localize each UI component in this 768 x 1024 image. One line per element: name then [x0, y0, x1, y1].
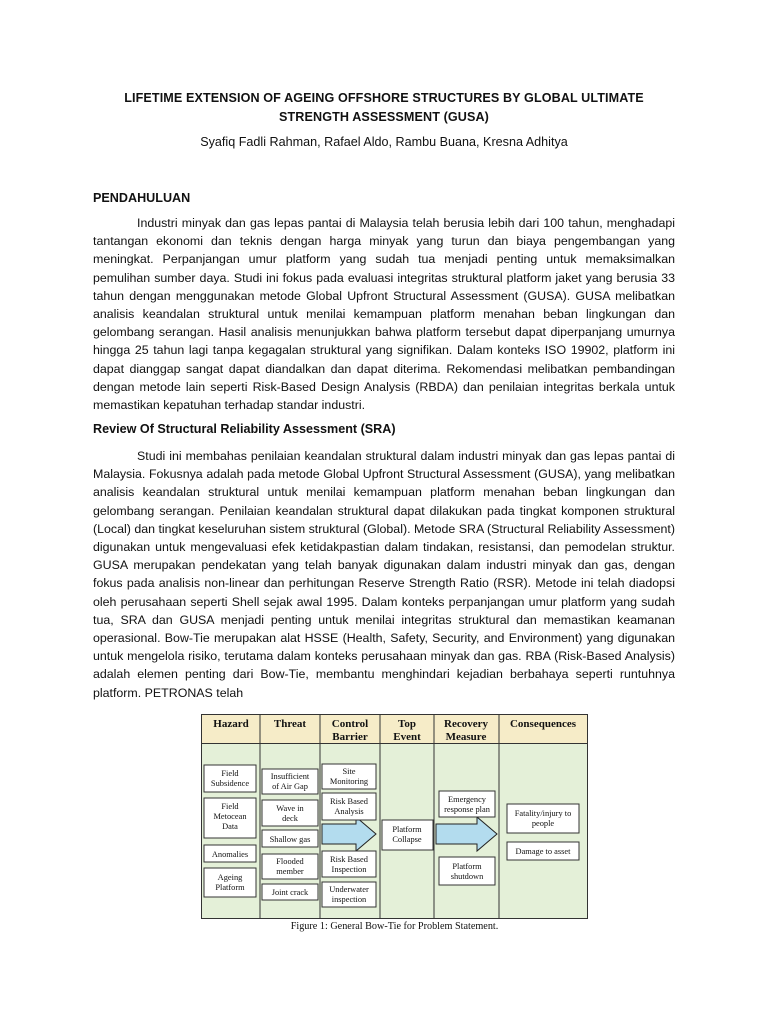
box-damage-to-asset-label: Damage to asset	[515, 847, 571, 856]
box-fatality-injury-line2: people	[531, 819, 555, 828]
box-risk-based-inspection-line2: Inspection	[331, 865, 367, 874]
box-ageing-platform-line2: Platform	[215, 883, 245, 892]
box-platform-shutdown-line2: shutdown	[450, 872, 484, 881]
author-list: Syafiq Fadli Rahman, Rafael Aldo, Rambu Buana, Kresna Adhitya	[200, 135, 568, 149]
box-anomalies-label: Anomalies	[211, 850, 249, 859]
box-platform-collapse-line1: Platform	[392, 825, 422, 834]
box-site-monitoring-line2: Monitoring	[329, 777, 369, 786]
box-flooded-member-line1: Flooded	[276, 857, 304, 866]
figure-caption: Figure 1: General Bow-Tie for Problem Statement.	[290, 921, 499, 932]
box-fatality-injury-line1: Fatality/injury to	[514, 809, 572, 818]
box-underwater-inspection-line2: inspection	[331, 895, 367, 904]
header-recovery-line1: Recovery	[444, 718, 488, 730]
header-threat: Threat	[273, 718, 307, 730]
box-field-metocean-line1: Field	[221, 802, 239, 811]
box-field-subsidence-line2: Subsidence	[210, 779, 250, 788]
box-field-metocean-line2: Metocean	[213, 812, 247, 821]
paragraph-sra-text: Studi ini membahas penilaian keandalan struktural dalam industri minyak dan gas lepas pantai di Malaysia. Fokusnya adalah pada metode Global Upfront Structural Assessment (GUSA), yang melibatkan analisis keandalan struktural untuk menilai kemampuan platform menahan beban lingkungan dan gelombang serangan. Penilaian keandalan struktural dapat dilakukan pada tingkat komponen struktural (Local) dan tingkat keseluruhan sistem struktural (Global). Metode SRA (Structural Reliability Assessment) digunakan untuk mengevaluasi efek ketidakpastian dalam tindakan, resistansi, dan pemodelan struktur. GUSA merupakan pendekatan yang telah banyak digunakan dalam industri minyak dan gas, dengan fokus pada analisis non-linear dan perhitungan Reserve Strength Ratio (RSR). Metode ini telah diadopsi oleh perusahaan seperti Shell sejak awal 1995. Dalam konteks perpanjangan umur platform yang sudah tua, SRA dan GUSA menjadi penting untuk menilai integritas struktural dan memastikan keamanan operasional. Bow-Tie merupakan alat HSSE (Health, Safety, Security, and Environment) yang digunakan untuk mengelola risiko, terutama dalam konteks perusahaan minyak dan gas. RBA (Risk-Based Analysis) adalah elemen penting dari Bow-Tie, membantu menghindari kejadian berbahaya seperti runtuhnya platform. PETRONAS telah	[93, 449, 675, 700]
paragraph-pendahuluan	[93, 214, 675, 414]
box-insufficient-air-gap-line2: of Air Gap	[272, 782, 308, 791]
box-flooded-member-line2: member	[276, 867, 304, 876]
box-emergency-response-plan-line1: Emergency	[448, 795, 486, 804]
box-risk-based-analysis-line2: Analysis	[334, 807, 364, 816]
header-recovery-line2: Measure	[445, 731, 487, 743]
paragraph-sra	[93, 447, 675, 702]
section-heading-pendahuluan: PENDAHULUAN	[93, 191, 191, 205]
header-consequences: Consequences	[509, 718, 577, 730]
box-shallow-gas-label: Shallow gas	[269, 835, 311, 844]
paper-title	[80, 89, 688, 127]
box-ageing-platform-line1: Ageing	[217, 873, 243, 882]
box-wave-in-deck-line1: Wave in	[276, 804, 304, 813]
box-platform-shutdown-line1: Platform	[452, 862, 482, 871]
header-control-line2: Barrier	[332, 731, 368, 743]
header-hazard: Hazard	[213, 718, 249, 730]
header-control-line1: Control	[331, 718, 369, 730]
box-field-metocean-line3: Data	[222, 822, 238, 831]
header-top-line2: Event	[393, 731, 421, 743]
box-field-subsidence-line1: Field	[221, 769, 239, 778]
box-emergency-response-plan-line2: response plan	[444, 805, 490, 814]
bow-tie-diagram	[201, 714, 588, 919]
box-wave-in-deck-line2: deck	[282, 814, 298, 823]
box-insufficient-air-gap-line1: Insufficient	[270, 772, 310, 781]
box-risk-based-analysis-line1: Risk Based	[330, 797, 368, 806]
box-platform-collapse-line2: Collapse	[392, 835, 422, 844]
title-line-1: LIFETIME EXTENSION OF AGEING OFFSHORE STRUCTURES BY GLOBAL ULTIMATE	[124, 91, 644, 105]
box-underwater-inspection-line1: Underwater	[329, 885, 369, 894]
bow-tie-figure	[201, 714, 588, 919]
box-site-monitoring-line1: Site	[342, 767, 356, 776]
title-line-2: STRENGTH ASSESSMENT (GUSA)	[279, 110, 489, 124]
box-joint-crack-label: Joint crack	[271, 888, 309, 897]
header-top-line1: Top	[398, 718, 416, 730]
section-heading-sra: Review Of Structural Reliability Assessment (SRA)	[93, 422, 396, 436]
paragraph-pendahuluan-text: Industri minyak dan gas lepas pantai di Malaysia telah berusia lebih dari 100 tahun, menghadapi tantangan ekonomi dan teknis dengan harga minyak yang turun dan biaya pengembangan yang meningkat. Perpanjangan umur platform yang sudah tua menjadi penting untuk memaksimalkan pemulihan sumber daya. Studi ini fokus pada evaluasi integritas struktural platform jaket yang berusia 33 tahun dengan menggunakan metode Global Upfront Structural Assessment (GUSA). GUSA melibatkan analisis keandalan struktural untuk menilai kemampuan platform menahan beban lingkungan dan gelombang serangan. Hasil analisis menunjukkan bahwa platform tersebut dapat diperpanjang umurnya hingga 25 tahun lagi tanpa kegagalan struktural yang signifikan. Dalam konteks ISO 19902, platform ini dapat dianggap sangat dapat diandalkan dan dapat diterima. Rekomendasi melibatkan pembandingan dengan metode lain seperti Risk-Based Design Analysis (RBDA) dan penilaian integritas berkala untuk memastikan kepatuhan terhadap standar industri.	[93, 216, 675, 413]
box-risk-based-inspection-line1: Risk Based	[330, 855, 368, 864]
